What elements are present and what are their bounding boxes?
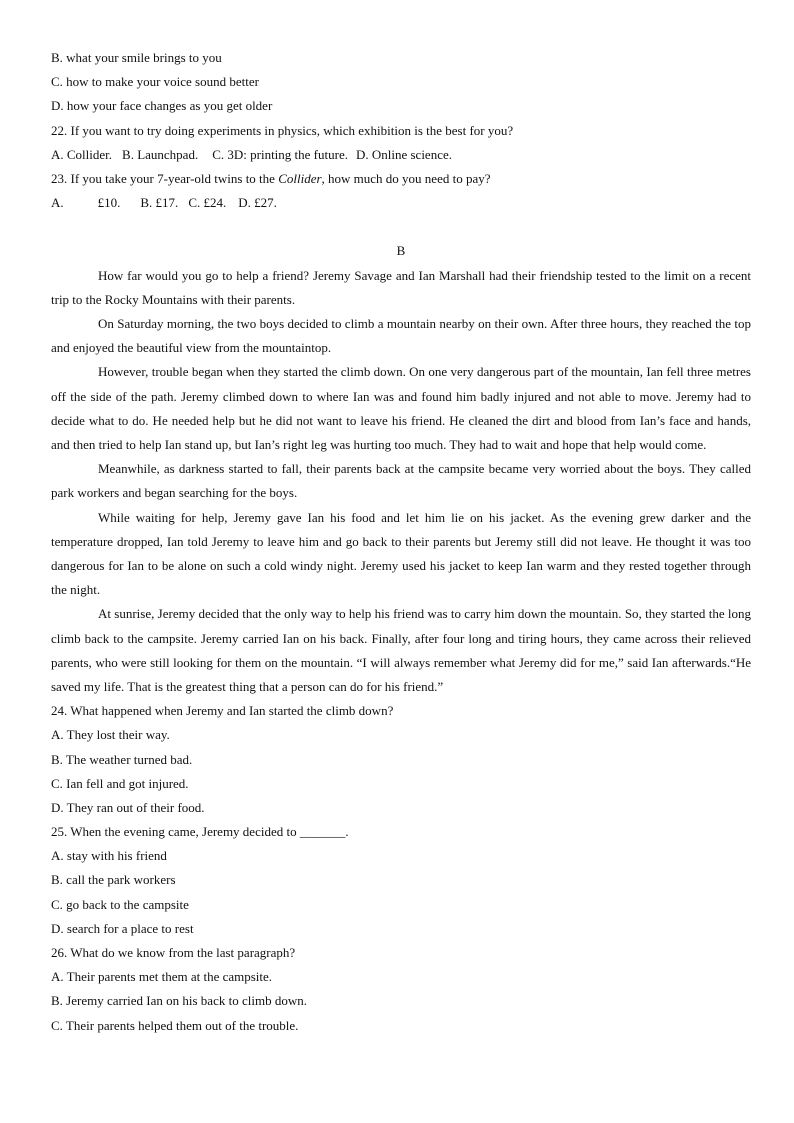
q25-option-a: A. stay with his friend bbox=[51, 848, 167, 864]
section-b-title: B bbox=[396, 243, 406, 259]
q22-option-d: D. Online science. bbox=[355, 146, 452, 162]
q23-question-prefix: 23. If you take your 7-year-old twins to the bbox=[51, 170, 279, 186]
q22-options bbox=[51, 143, 751, 167]
passage-paragraph-2 bbox=[51, 312, 751, 360]
q23-option-a-value: £10. bbox=[97, 195, 121, 211]
q22-option-c: C. 3D: printing the future. bbox=[212, 146, 348, 162]
q21-option-c: C. how to make your voice sound better bbox=[51, 74, 259, 90]
passage-paragraph-1 bbox=[51, 264, 751, 312]
q24-option-a: A. They lost their way. bbox=[51, 727, 170, 743]
passage-paragraph-6 bbox=[51, 602, 751, 699]
passage-paragraph-4-text: Meanwhile, as darkness started to fall, their parents back at the campsite became very worried about the boys. They called park workers and began searching for the boys. bbox=[51, 461, 751, 501]
q24-option-d: D. They ran out of their food. bbox=[51, 799, 205, 815]
passage-paragraph-1-text: How far would you go to help a friend? Jeremy Savage and Ian Marshall had their friendship tested to the limit on a recent trip to the Rocky Mountains with their parents. bbox=[51, 267, 751, 307]
exam-page bbox=[51, 46, 751, 1038]
q22-option-a: A. Collider. bbox=[51, 146, 113, 162]
q21-option-b: B. what your smile brings to you bbox=[51, 50, 222, 65]
q21-option-d: D. how your face changes as you get older bbox=[51, 98, 273, 114]
q24-option-b: B. The weather turned bad. bbox=[51, 751, 193, 767]
passage-paragraph-2-text: On Saturday morning, the two boys decided to climb a mountain nearby on their own. After three hours, they reached the top and enjoyed the beautiful view from the mountaintop. bbox=[51, 315, 751, 356]
q25-option-b: B. call the park workers bbox=[51, 872, 176, 888]
q23-question-suffix: , how much do you need to pay? bbox=[321, 170, 491, 186]
q25-option-d: D. search for a place to rest bbox=[51, 920, 194, 936]
q23-option-d: D. £27. bbox=[238, 195, 277, 211]
passage-paragraph-6-text: At sunrise, Jeremy decided that the only way to help his friend was to carry him down the mountain. So, they started the long climb back to the campsite. Jeremy carried Ian on his back. Finally, after four long and tiring hours, they came across their relieved parents, who were still looking for them on the mountain. “I will always remember what Jeremy did for me,” said Ian afterwards.“He saved my life. That is the greatest thing that a person can do for his friend.” bbox=[51, 606, 751, 694]
q26-option-b: B. Jeremy carried Ian on his back to climb down. bbox=[51, 993, 307, 1009]
q22-question: 22. If you want to try doing experiments in physics, which exhibition is the best for you? bbox=[51, 122, 514, 138]
q26-option-c: C. Their parents helped them out of the trouble. bbox=[51, 1017, 299, 1033]
q23-option-c: C. £24. bbox=[188, 195, 227, 211]
q23-option-b: B. £17. bbox=[140, 195, 179, 211]
q25-option-c: C. go back to the campsite bbox=[51, 896, 189, 912]
q23-question bbox=[51, 167, 751, 191]
q22-option-b: B. Launchpad. bbox=[122, 146, 199, 162]
passage-paragraph-5 bbox=[51, 506, 751, 603]
q25-question: 25. When the evening came, Jeremy decided to _______. bbox=[51, 824, 349, 840]
passage-paragraph-4 bbox=[51, 457, 751, 505]
passage-paragraph-3-text: However, trouble began when they started the climb down. On one very dangerous part of the mountain, Ian fell three metres off the side of the path. Jeremy climbed down to where Ian was and found him badly injured and not able to move. Jeremy had to decide what to do. He needed help but he did not want to leave his friend. He cleaned the dirt and blood from Ian’s face and hands, and then tried to help Ian stand up, but Ian’s right leg was hurting too much. They had to wait and hope that help would come. bbox=[51, 364, 751, 452]
q24-option-c: C. Ian fell and got injured. bbox=[51, 775, 189, 791]
passage-paragraph-5-text: While waiting for help, Jeremy gave Ian his food and let him lie on his jacket. As the evening grew darker and the temperature dropped, Ian told Jeremy to leave him and go back to their parents but Jeremy still did not leave. He thought it was too dangerous for Ian to be alone on such a cold windy night. Jeremy used his jacket to keep Ian warm and they rested together through the night. bbox=[51, 509, 751, 598]
q23-option-a-label: A. bbox=[51, 195, 64, 211]
q23-options bbox=[51, 191, 751, 215]
q26-option-a: A. Their parents met them at the campsite. bbox=[51, 969, 273, 985]
q24-question: 24. What happened when Jeremy and Ian started the climb down? bbox=[51, 703, 394, 719]
q26-question: 26. What do we know from the last paragraph? bbox=[51, 945, 296, 961]
q23-question-italic: Collider bbox=[278, 170, 322, 186]
passage-paragraph-3 bbox=[51, 360, 751, 457]
